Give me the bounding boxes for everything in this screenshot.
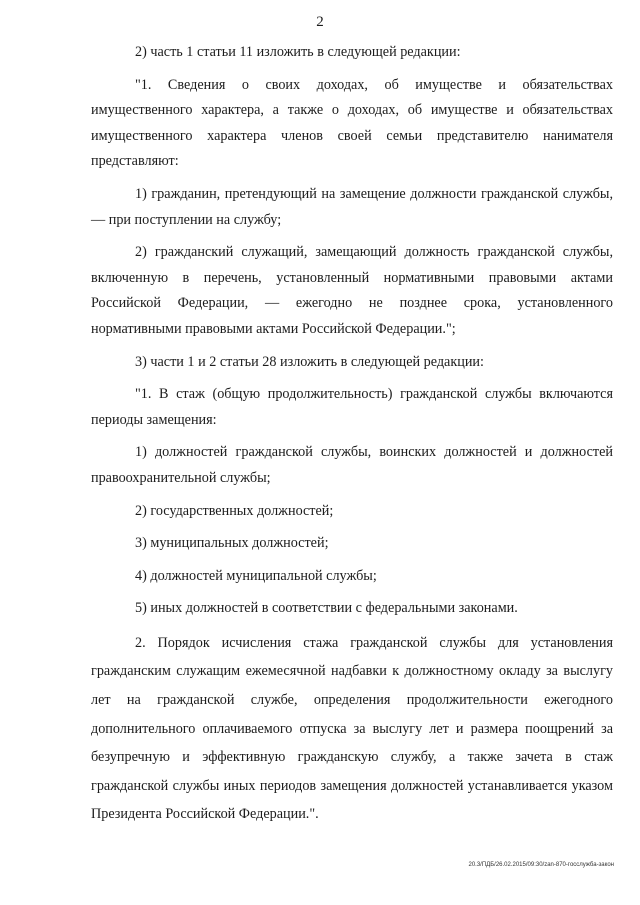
document-body [91,40,613,829]
paragraph-period-3: 3) муниципальных должностей; [135,535,329,552]
paragraph-subitem-2: 2) гражданский служащий, замещающий должность гражданской службы, включенную в перечень, установленный нормативными правовыми актами Российской Федерации, — ежегодно не позднее срока, установленного нормативными правовыми актами Российской Федерации."; [91,244,613,337]
paragraph-period-5: 5) иных должностей в соответствии с федеральными законами. [135,600,518,617]
page-number: 2 [316,14,324,30]
paragraph-subitem-1: 1) гражданин, претендующий на замещение должности гражданской службы, — при поступлении на службу; [91,185,613,228]
paragraph-item-3: 3) части 1 и 2 статьи 28 изложить в следующей редакции: [135,353,484,370]
paragraph-article-28-part-1: "1. В стаж (общую продолжительность) гражданской службы включаются периоды замещения: [91,386,613,428]
paragraph-article-11-part-1: "1. Сведения о своих доходах, об имуществе и обязательствах имущественного характера, а также о доходах, об имуществе и обязательствах имущественного характера членов своей семьи представителю нанимателя представляют: [91,76,613,170]
paragraph-period-4: 4) должностей муниципальной службы; [135,567,377,584]
paragraph-period-2: 2) государственных должностей; [135,502,334,519]
paragraph-article-28-part-2: 2. Порядок исчисления стажа гражданской службы для установления гражданским служащим ежемесячной надбавки к должностному окладу за выслугу лет на гражданской службе, определения продолжительности ежегодного дополнительного оплачиваемого отпуска за выслугу лет и размера поощрений за безупречную и эффективную гражданскую службу, а также зачета в стаж гражданской службы иных периодов замещения должностей устанавливается указом Президента Российской Федерации.". [91,634,613,823]
paragraph-item-2: 2) часть 1 статьи 11 изложить в следующей редакции: [135,44,461,60]
footer-document-code: 20.3/ПДБ/26.02.2015/09:30/zan-870-госслужба-закон [468,862,614,868]
paragraph-period-1: 1) должностей гражданской службы, воинских должностей и должностей правоохранительной службы; [91,444,613,486]
